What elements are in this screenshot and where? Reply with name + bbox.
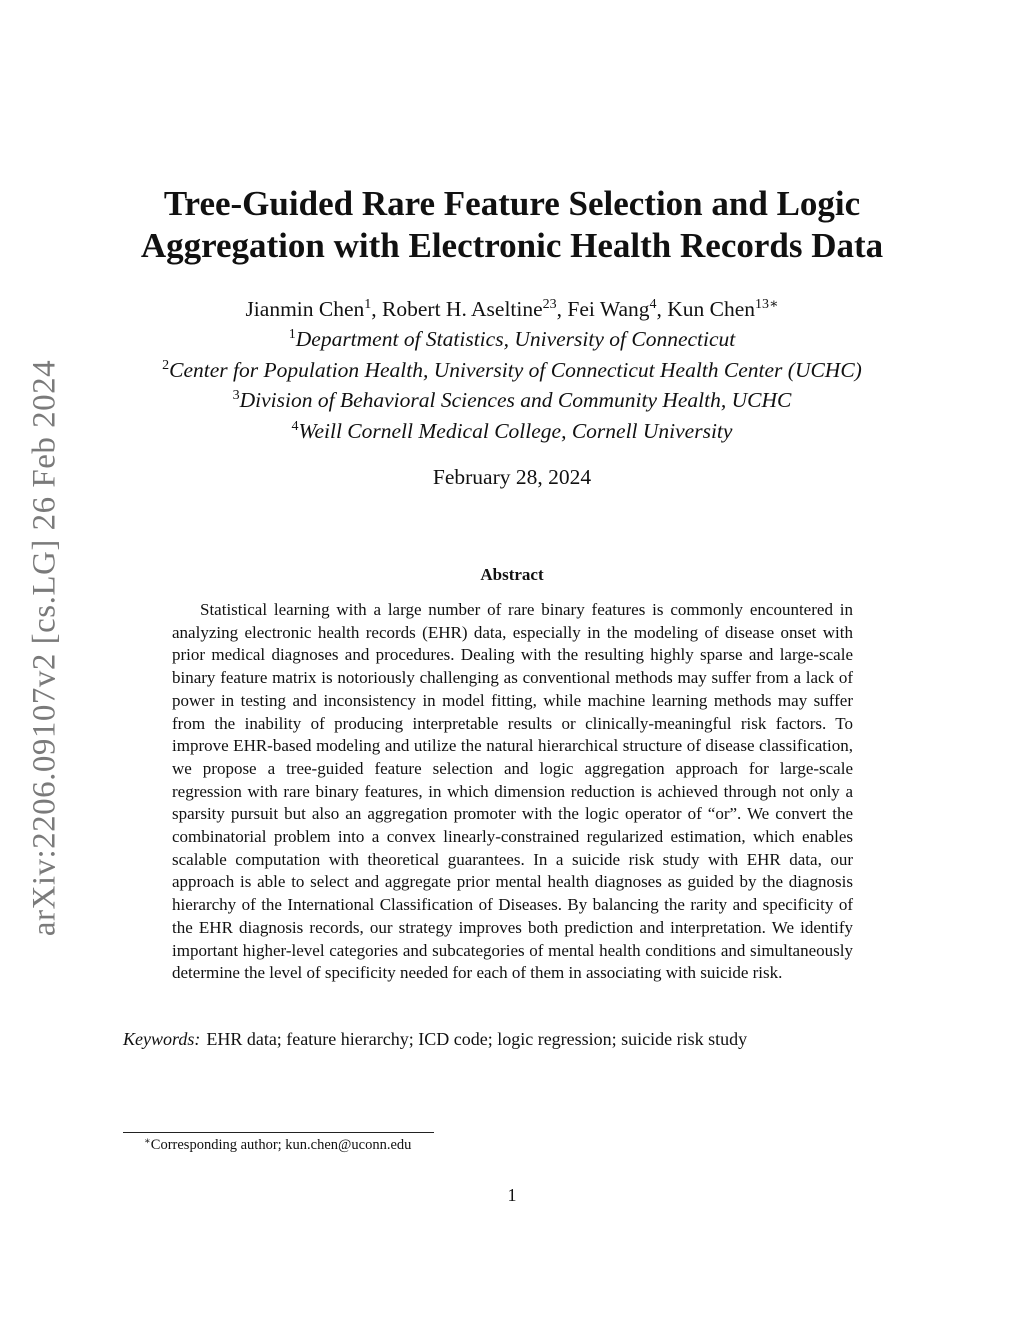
author-separator: ,	[371, 297, 383, 321]
affiliation-marker: 1	[288, 327, 296, 342]
author-affiliation-marker: 4	[649, 297, 657, 312]
affiliation-item	[60, 355, 964, 386]
publication-date: February 28, 2024	[432, 465, 592, 489]
paper-title	[100, 183, 924, 267]
affiliation-list	[60, 324, 964, 446]
affiliation-text: Center for Population Health, University of Connecticut Health Center (UCHC)	[169, 357, 862, 382]
affiliation-text: Division of Behavioral Sciences and Community Health, UCHC	[239, 388, 792, 412]
arxiv-identifier-stamp: arXiv:2206.09107v2 [cs.LG] 26 Feb 2024	[26, 359, 63, 937]
author-name: Fei Wang	[567, 297, 650, 321]
footnote-marker: ∗	[144, 1136, 151, 1147]
corresponding-author-footnote	[144, 1135, 411, 1155]
author-affiliation-marker: 13∗	[755, 297, 779, 312]
title-line-2: Aggregation with Electronic Health Records Data	[140, 226, 884, 265]
author-name: Robert H. Aseltine	[382, 297, 543, 321]
keywords-line	[123, 1027, 913, 1051]
author-separator: ,	[556, 297, 568, 321]
affiliation-marker: 4	[291, 418, 299, 434]
abstract-body: Statistical learning with a large number of rare binary features is commonly encountered in analyzing electronic health records (EHR) data, especially in the modeling of disease onset with prior medical diagnoses and procedures. Dealing with the resulting highly sparse and large-scale binary feature matrix is notoriously challenging as conventional methods may suffer from a lack of power in testing and inconsistency in model fitting, while machine learning methods may suffer from the inability of producing interpretable results or clinically-meaningful risk factors. To improve EHR-based modeling and utilize the natural hierarchical structure of disease classification, we propose a tree-guided feature selection and logic aggregation approach for large-scale regression with rare binary features, in which dimension reduction is achieved through not only a sparsity pursuit but also an aggregation promoter with the logic operator of “or”. We convert the combinatorial problem into a convex linearly-constrained regularized estimation, which enables scalable computation with theoretical guarantees. In a suicide risk study with EHR data, our approach is able to select and aggregate prior mental health diagnoses as guided by the diagnosis hierarchy of the International Classification of Diseases. By balancing the rarity and specificity of the EHR diagnosis records, our strategy improves both prediction and interpretation. We identify important higher-level categories and subcategories of mental health conditions and simultaneously determine the level of specificity needed for each of them in associating with suicide risk.	[172, 600, 853, 983]
author-affiliation-marker: 23	[542, 297, 557, 312]
keywords-label: Keywords:	[123, 1029, 201, 1049]
affiliation-item	[60, 385, 964, 416]
affiliation-item	[60, 416, 964, 447]
page-number: 1	[507, 1185, 517, 1205]
footnote-text: Corresponding author; kun.chen@uconn.edu	[150, 1137, 412, 1153]
author-separator: ,	[656, 297, 668, 321]
author-affiliation-marker: 1	[364, 297, 372, 312]
author-list	[100, 294, 924, 324]
affiliation-marker: 2	[162, 357, 170, 373]
affiliation-item	[60, 324, 964, 355]
affiliation-text: Weill Cornell Medical College, Cornell University	[298, 418, 733, 443]
keywords-text: EHR data; feature hierarchy; ICD code; logic regression; suicide risk study	[206, 1029, 748, 1049]
footnote-divider	[123, 1132, 434, 1133]
title-line-1: Tree-Guided Rare Feature Selection and Logic	[163, 184, 861, 223]
author-name: Jianmin Chen	[245, 297, 365, 321]
affiliation-text: Department of Statistics, University of Connecticut	[295, 327, 736, 351]
author-name: Kun Chen	[667, 297, 756, 321]
affiliation-marker: 3	[232, 388, 240, 403]
abstract-heading: Abstract	[480, 565, 544, 584]
